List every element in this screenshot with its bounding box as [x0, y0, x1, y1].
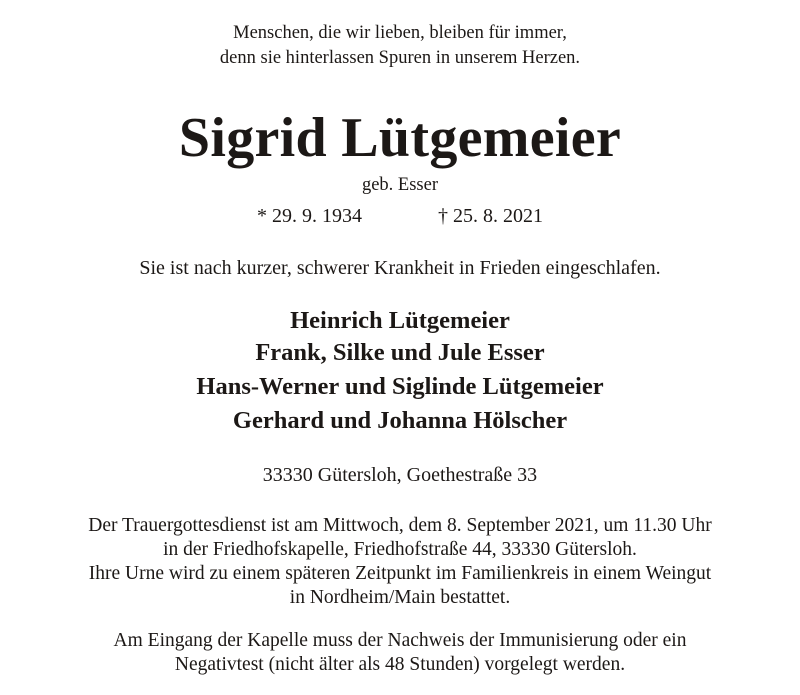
- statement-text: Sie ist nach kurzer, schwerer Krankheit in Frieden eingeschlafen.: [139, 257, 661, 279]
- notice-line: Am Eingang der Kapelle muss der Nachweis der Immunisierung oder ein: [113, 630, 687, 651]
- notice-line: Negativtest (nicht älter als 48 Stunden) vorgelegt werden.: [174, 654, 626, 675]
- service-line: in Nordheim/Main bestattet.: [289, 587, 511, 608]
- mourner-name: Heinrich Lütgemeier: [290, 307, 510, 334]
- mourner-name: Frank, Silke und Jule Esser: [255, 339, 545, 366]
- service-line: Ihre Urne wird zu einem späteren Zeitpunkt im Familienkreis in einem Weingut: [88, 563, 712, 584]
- deceased-name: Sigrid Lütgemeier: [178, 107, 622, 169]
- death-date: † 25. 8. 2021: [438, 205, 543, 227]
- quote-line: Menschen, die wir lieben, bleiben für immer,: [233, 23, 567, 43]
- life-dates: [0, 205, 800, 228]
- family-address: 33330 Gütersloh, Goethestraße 33: [262, 464, 538, 486]
- maiden-name: geb. Esser: [361, 175, 439, 195]
- service-line: Der Trauergottesdienst ist am Mittwoch, dem 8. September 2021, um 11.30 Uhr: [88, 515, 712, 536]
- quote-line: denn sie hinterlassen Spuren in unserem Herzen.: [219, 48, 581, 68]
- mourner-name: Gerhard und Johanna Hölscher: [232, 407, 568, 434]
- birth-date: * 29. 9. 1934: [257, 205, 362, 227]
- mourner-name: Hans-Werner und Siglinde Lütgemeier: [196, 373, 604, 400]
- service-line: in der Friedhofskapelle, Friedhofstraße 44, 33330 Gütersloh.: [163, 539, 637, 560]
